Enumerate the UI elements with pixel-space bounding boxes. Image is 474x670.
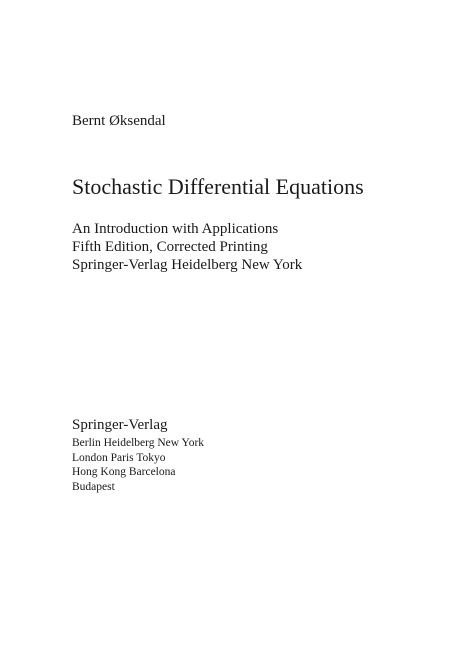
city-line: Berlin Heidelberg New York bbox=[72, 437, 205, 449]
subtitle-block bbox=[72, 220, 302, 274]
book-title: Stochastic Differential Equations bbox=[72, 174, 364, 199]
author-name: Bernt Øksendal bbox=[72, 113, 166, 129]
publisher-cities bbox=[72, 436, 204, 494]
edition-line: Fifth Edition, Corrected Printing bbox=[72, 239, 268, 255]
city-line: Budapest bbox=[72, 480, 115, 493]
city-line: London Paris Tokyo bbox=[72, 451, 166, 464]
imprint-line: Springer-Verlag Heidelberg New York bbox=[72, 257, 303, 273]
city-line: Hong Kong Barcelona bbox=[72, 466, 176, 478]
subtitle-line: An Introduction with Applications bbox=[72, 221, 279, 237]
publisher-name: Springer-Verlag bbox=[72, 417, 168, 433]
